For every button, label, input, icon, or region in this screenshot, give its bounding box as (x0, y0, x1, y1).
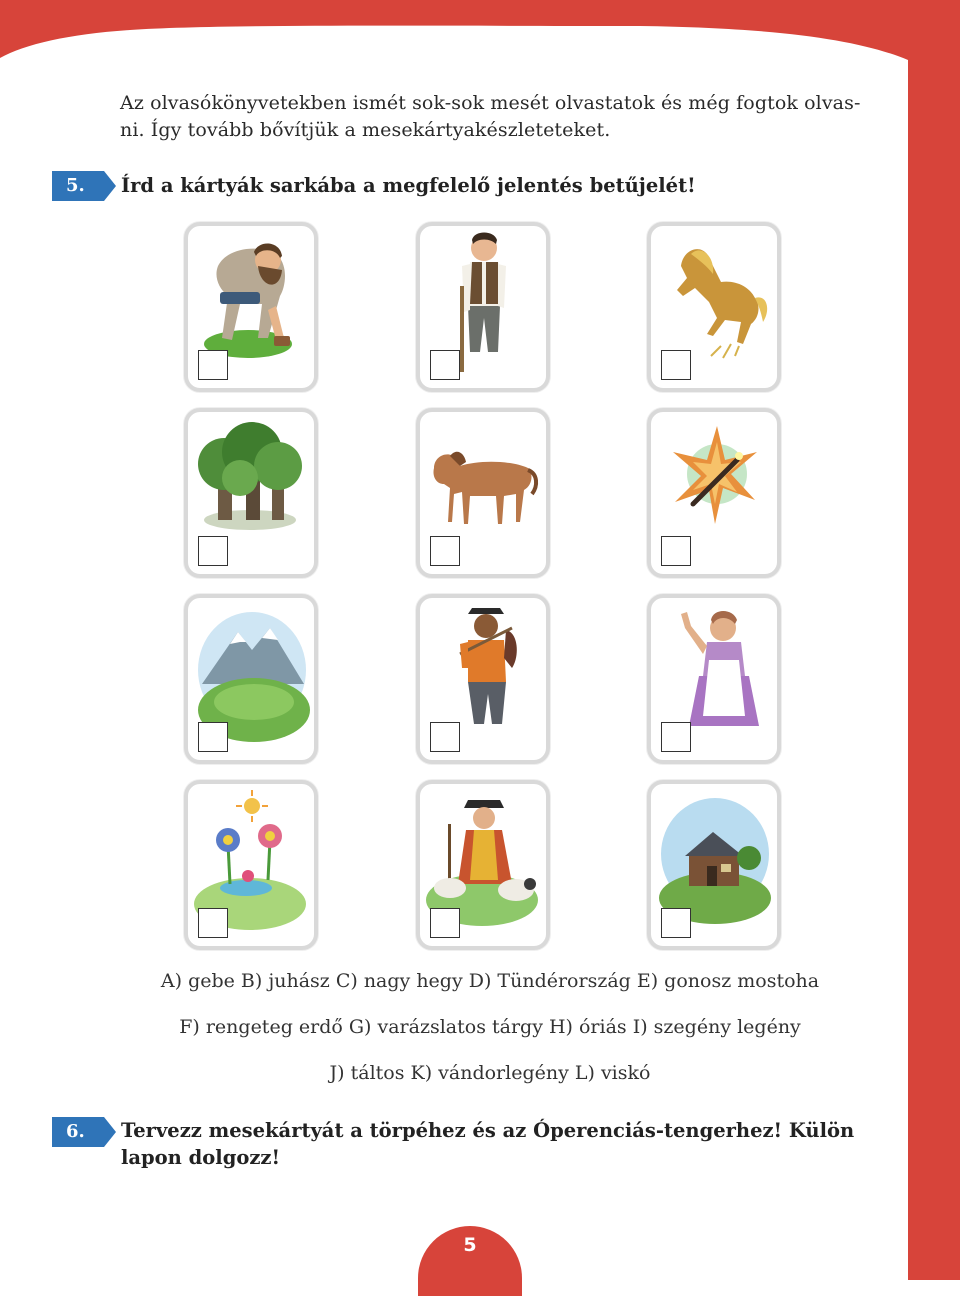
answer-box-2[interactable] (430, 350, 460, 380)
card-wandering-lad (416, 594, 550, 764)
card-stepmother (647, 594, 781, 764)
task-6-instruction: Tervezz mesekártyát a törpéhez és az Óperenciás-tengerhez! Külön lapon dolgozz! (121, 1119, 855, 1169)
task-6-number-badge: 6. (52, 1117, 104, 1147)
answer-box-8[interactable] (430, 722, 460, 752)
card-golden-horse (647, 222, 781, 392)
answer-box-11[interactable] (430, 908, 460, 938)
answer-box-7[interactable] (198, 722, 228, 752)
task-5-instruction: Írd a kártyák sarkába a megfelelő jelentés betűjelét! (121, 174, 696, 197)
answer-box-1[interactable] (198, 350, 228, 380)
card-skinny-horse (416, 408, 550, 578)
answer-box-6[interactable] (661, 536, 691, 566)
answer-box-10[interactable] (198, 908, 228, 938)
card-mountain (184, 594, 318, 764)
card-magic-wand (647, 408, 781, 578)
intro-line-1: Az olvasókönyvetekben ismét sok-sok mesét olvastatok és még fogtok olvas- (120, 92, 861, 114)
page-number: 5 (463, 1234, 477, 1256)
answer-box-9[interactable] (661, 722, 691, 752)
task-5 (52, 171, 696, 201)
answers-line-2: F) rengeteg erdő G) varázslatos tárgy H) óriás I) szegény legény (179, 1016, 801, 1038)
task-5-number-badge: 5. (52, 171, 104, 201)
card-giant (184, 222, 318, 392)
card-hut (647, 780, 781, 950)
answer-box-3[interactable] (661, 350, 691, 380)
answer-box-12[interactable] (661, 908, 691, 938)
answer-box-4[interactable] (198, 536, 228, 566)
card-shepherd (416, 780, 550, 950)
intro-line-2: ni. Így tovább bővítjük a mesekártyakészleteteket. (120, 119, 611, 141)
answers-line-3: J) táltos K) vándorlegény L) viskó (329, 1062, 651, 1084)
card-poor-lad (416, 222, 550, 392)
answer-box-5[interactable] (430, 536, 460, 566)
card-fairyland (184, 780, 318, 950)
card-forest (184, 408, 318, 578)
intro-text (120, 90, 880, 144)
answers-line-1: A) gebe B) juhász C) nagy hegy D) Tündérország E) gonosz mostoha (160, 970, 820, 992)
task-6 (52, 1117, 872, 1171)
